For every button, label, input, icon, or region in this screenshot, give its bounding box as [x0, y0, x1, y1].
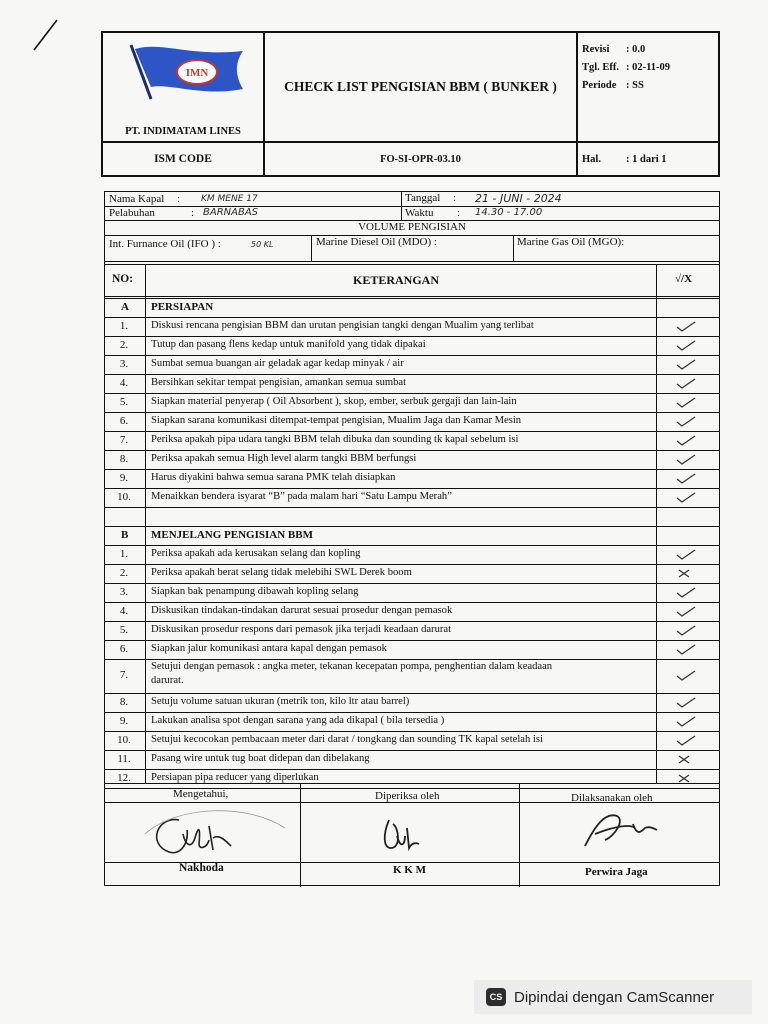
item-description: Diskusikan tindakan-tindakan darurat sesuai prosedur dengan pemasok — [151, 605, 453, 616]
item-description: Harus diyakini bahwa semua sarana PMK telah disiapkan — [151, 472, 396, 483]
tgl-eff-label: Tgl. Eff. — [582, 62, 620, 73]
periode-label: Periode — [582, 80, 617, 91]
ism-code-label: ISM CODE — [103, 143, 265, 175]
volume-pengisian-title: VOLUME PENGISIAN — [358, 221, 466, 233]
item-number: 2. — [119, 339, 129, 351]
item-description: Siapkan material penyerap ( Oil Absorbent ), skop, ember, serbuk gergaji dan lain-lain — [151, 396, 517, 407]
item-description: Diskusi rencana pengisian BBM dan urutan pengisian tangki dengan Mualim yang terlibat — [151, 320, 534, 331]
item-number: 3. — [119, 358, 129, 370]
item-number: 5. — [119, 624, 129, 636]
item-number: 7. — [119, 669, 129, 681]
pelabuhan-value: BARNABAS — [203, 207, 259, 218]
column-check-header: √/X — [675, 273, 693, 285]
check-mark-icon — [675, 624, 697, 638]
column-keterangan-header: KETERANGAN — [353, 273, 440, 287]
kkm-signature — [375, 814, 425, 860]
item-number: 8. — [119, 696, 129, 708]
pelabuhan-label: Pelabuhan — [109, 207, 155, 219]
revisi-label: Revisi — [582, 44, 610, 55]
check-mark-icon — [675, 415, 697, 429]
company-name: PT. INDIMATAM LINES — [125, 126, 241, 137]
kkm-label: K K M — [393, 864, 426, 876]
item-description: Periksa apakah pipa udara tangki BBM telah dibuka dan sounding tk kapal sebelum isi — [151, 434, 519, 445]
dilaksanakan-label: Dilaksanakan oleh — [571, 792, 653, 804]
cross-mark-icon — [675, 567, 697, 581]
check-mark-icon — [675, 491, 697, 505]
item-number: 8. — [119, 453, 129, 465]
item-description: Bersihkan sekitar tempat pengisian, amankan semua sumbat — [151, 377, 407, 388]
item-description: Setujui kecocokan pembacaan meter dari darat / tongkang dan sounding TK kapal setelah isi — [151, 734, 543, 745]
item-number: 5. — [119, 396, 129, 408]
nakhoda-label: Nakhoda — [179, 862, 224, 874]
nama-kapal-colon: : — [177, 193, 181, 205]
item-description: Diskusikan prosedur respons dari pemasok jika terjadi keadaan darurat — [151, 624, 452, 635]
mdo-label: Marine Diesel Oil (MDO) : — [316, 236, 437, 248]
check-mark-icon — [675, 472, 697, 486]
nama-kapal-label: Nama Kapal — [109, 193, 165, 205]
waktu-colon: : — [457, 207, 461, 219]
cross-mark-icon — [675, 753, 697, 767]
company-logo-cell — [103, 33, 265, 143]
item-description: Periksa apakah semua High level alarm tangki BBM berfungsi — [151, 453, 417, 464]
perwira-jaga-label: Perwira Jaga — [585, 866, 648, 878]
form-code: FO-SI-OPR-03.10 — [265, 143, 578, 175]
waktu-label: Waktu — [405, 207, 434, 219]
diperiksa-label: Diperiksa oleh — [375, 790, 440, 802]
company-flag-logo — [121, 39, 249, 103]
column-no-header: NO: — [112, 273, 134, 285]
item-description: Siapkan jalur komunikasi antara kapal dengan pemasok — [151, 643, 387, 654]
item-description-continued: darurat. — [151, 675, 184, 686]
camscanner-watermark — [474, 980, 752, 1014]
camscanner-text: Dipindai dengan CamScanner — [514, 988, 715, 1006]
hal-value: : 1 dari 1 — [626, 153, 667, 165]
ifo-value: 50 KL — [251, 240, 274, 249]
mgo-label: Marine Gas Oil (MGO): — [517, 236, 625, 248]
tanggal-colon: : — [453, 192, 457, 204]
nakhoda-signature — [139, 804, 289, 862]
check-mark-icon — [675, 320, 697, 334]
item-description: Periksa apakah berat selang tidak melebihi SWL Derek boom — [151, 567, 412, 578]
item-description: Setujui dengan pemasok : angka meter, tekanan kecepatan pompa, penghentian dalam keadaan — [151, 661, 553, 672]
check-mark-icon — [675, 605, 697, 619]
section-code: A — [121, 301, 129, 313]
perwira-jaga-signature — [575, 806, 665, 856]
tanggal-value: 21 - JUNI - 2024 — [475, 192, 562, 205]
check-mark-icon — [675, 715, 697, 729]
logo-text: IMN — [185, 67, 209, 79]
waktu-value: 14.30 - 17.00 — [475, 207, 543, 218]
item-number: 3. — [119, 586, 129, 598]
item-number: 10. — [117, 734, 131, 746]
item-description: Tutup dan pasang flens kedap untuk manifold yang tidak dipakai — [151, 339, 426, 350]
revisi-value: : 0.0 — [626, 44, 646, 55]
check-mark-icon — [675, 453, 697, 467]
item-number: 6. — [119, 643, 129, 655]
camscanner-logo-icon: CS — [486, 988, 506, 1006]
check-mark-icon — [675, 669, 697, 683]
check-mark-icon — [675, 396, 697, 410]
item-number: 7. — [119, 434, 129, 446]
revision-info — [578, 33, 718, 143]
periode-value: : SS — [626, 80, 644, 91]
mengetahui-label: Mengetahui, — [173, 788, 229, 800]
item-number: 11. — [117, 753, 131, 765]
check-mark-icon — [675, 358, 697, 372]
item-description: Sumbat semua buangan air geladak agar kedap minyak / air — [151, 358, 404, 369]
document-header — [101, 31, 720, 177]
item-description: Lakukan analisa spot dengan sarana yang ada dikapal ( bila tersedia ) — [151, 715, 445, 726]
check-mark-icon — [675, 643, 697, 657]
hal-label: Hal. — [582, 153, 601, 165]
checklist-form — [104, 191, 720, 886]
item-number: 1. — [119, 548, 129, 560]
item-number: 9. — [119, 472, 129, 484]
document-title: CHECK LIST PENGISIAN BBM ( BUNKER ) — [265, 33, 578, 143]
check-mark-icon — [675, 734, 697, 748]
item-number: 10. — [117, 491, 131, 503]
check-mark-icon — [675, 586, 697, 600]
nama-kapal-value: KM MENE 17 — [201, 194, 258, 204]
item-description: Setuju volume satuan ukuran (metrik ton, kilo ltr atau barrel) — [151, 696, 410, 707]
section-title: PERSIAPAN — [151, 301, 214, 313]
item-number: 6. — [119, 415, 129, 427]
item-number: 2. — [119, 567, 129, 579]
page-count — [578, 143, 718, 175]
section-code: B — [121, 529, 129, 541]
pelabuhan-colon: : — [191, 207, 195, 219]
item-description: Siapkan bak penampung dibawah kopling selang — [151, 586, 359, 597]
item-description: Periksa apakah ada kerusakan selang dan kopling — [151, 548, 361, 559]
check-mark-icon — [675, 548, 697, 562]
item-number: 9. — [119, 715, 129, 727]
check-mark-icon — [675, 339, 697, 353]
tanggal-label: Tanggal — [405, 192, 441, 204]
item-description: Siapkan sarana komunikasi ditempat-tempat pengisian, Mualim Jaga dan Kamar Mesin — [151, 415, 522, 426]
ifo-label: Int. Furnance Oil (IFO ) : — [109, 238, 221, 250]
item-description: Pasang wire untuk tug boat didepan dan dibelakang — [151, 753, 370, 764]
tgl-eff-value: : 02-11-09 — [626, 62, 671, 73]
item-number: 12. — [117, 772, 131, 784]
item-number: 4. — [119, 605, 129, 617]
item-description: Persiapan pipa reducer yang diperlukan — [151, 772, 319, 783]
item-number: 1. — [119, 320, 129, 332]
section-title: MENJELANG PENGISIAN BBM — [151, 529, 313, 541]
item-description: Menaikkan bendera isyarat “B” pada malam hari “Satu Lampu Merah” — [151, 491, 452, 502]
check-mark-icon — [675, 696, 697, 710]
item-number: 4. — [119, 377, 129, 389]
check-mark-icon — [675, 434, 697, 448]
pen-stroke-mark — [30, 18, 60, 52]
check-mark-icon — [675, 377, 697, 391]
